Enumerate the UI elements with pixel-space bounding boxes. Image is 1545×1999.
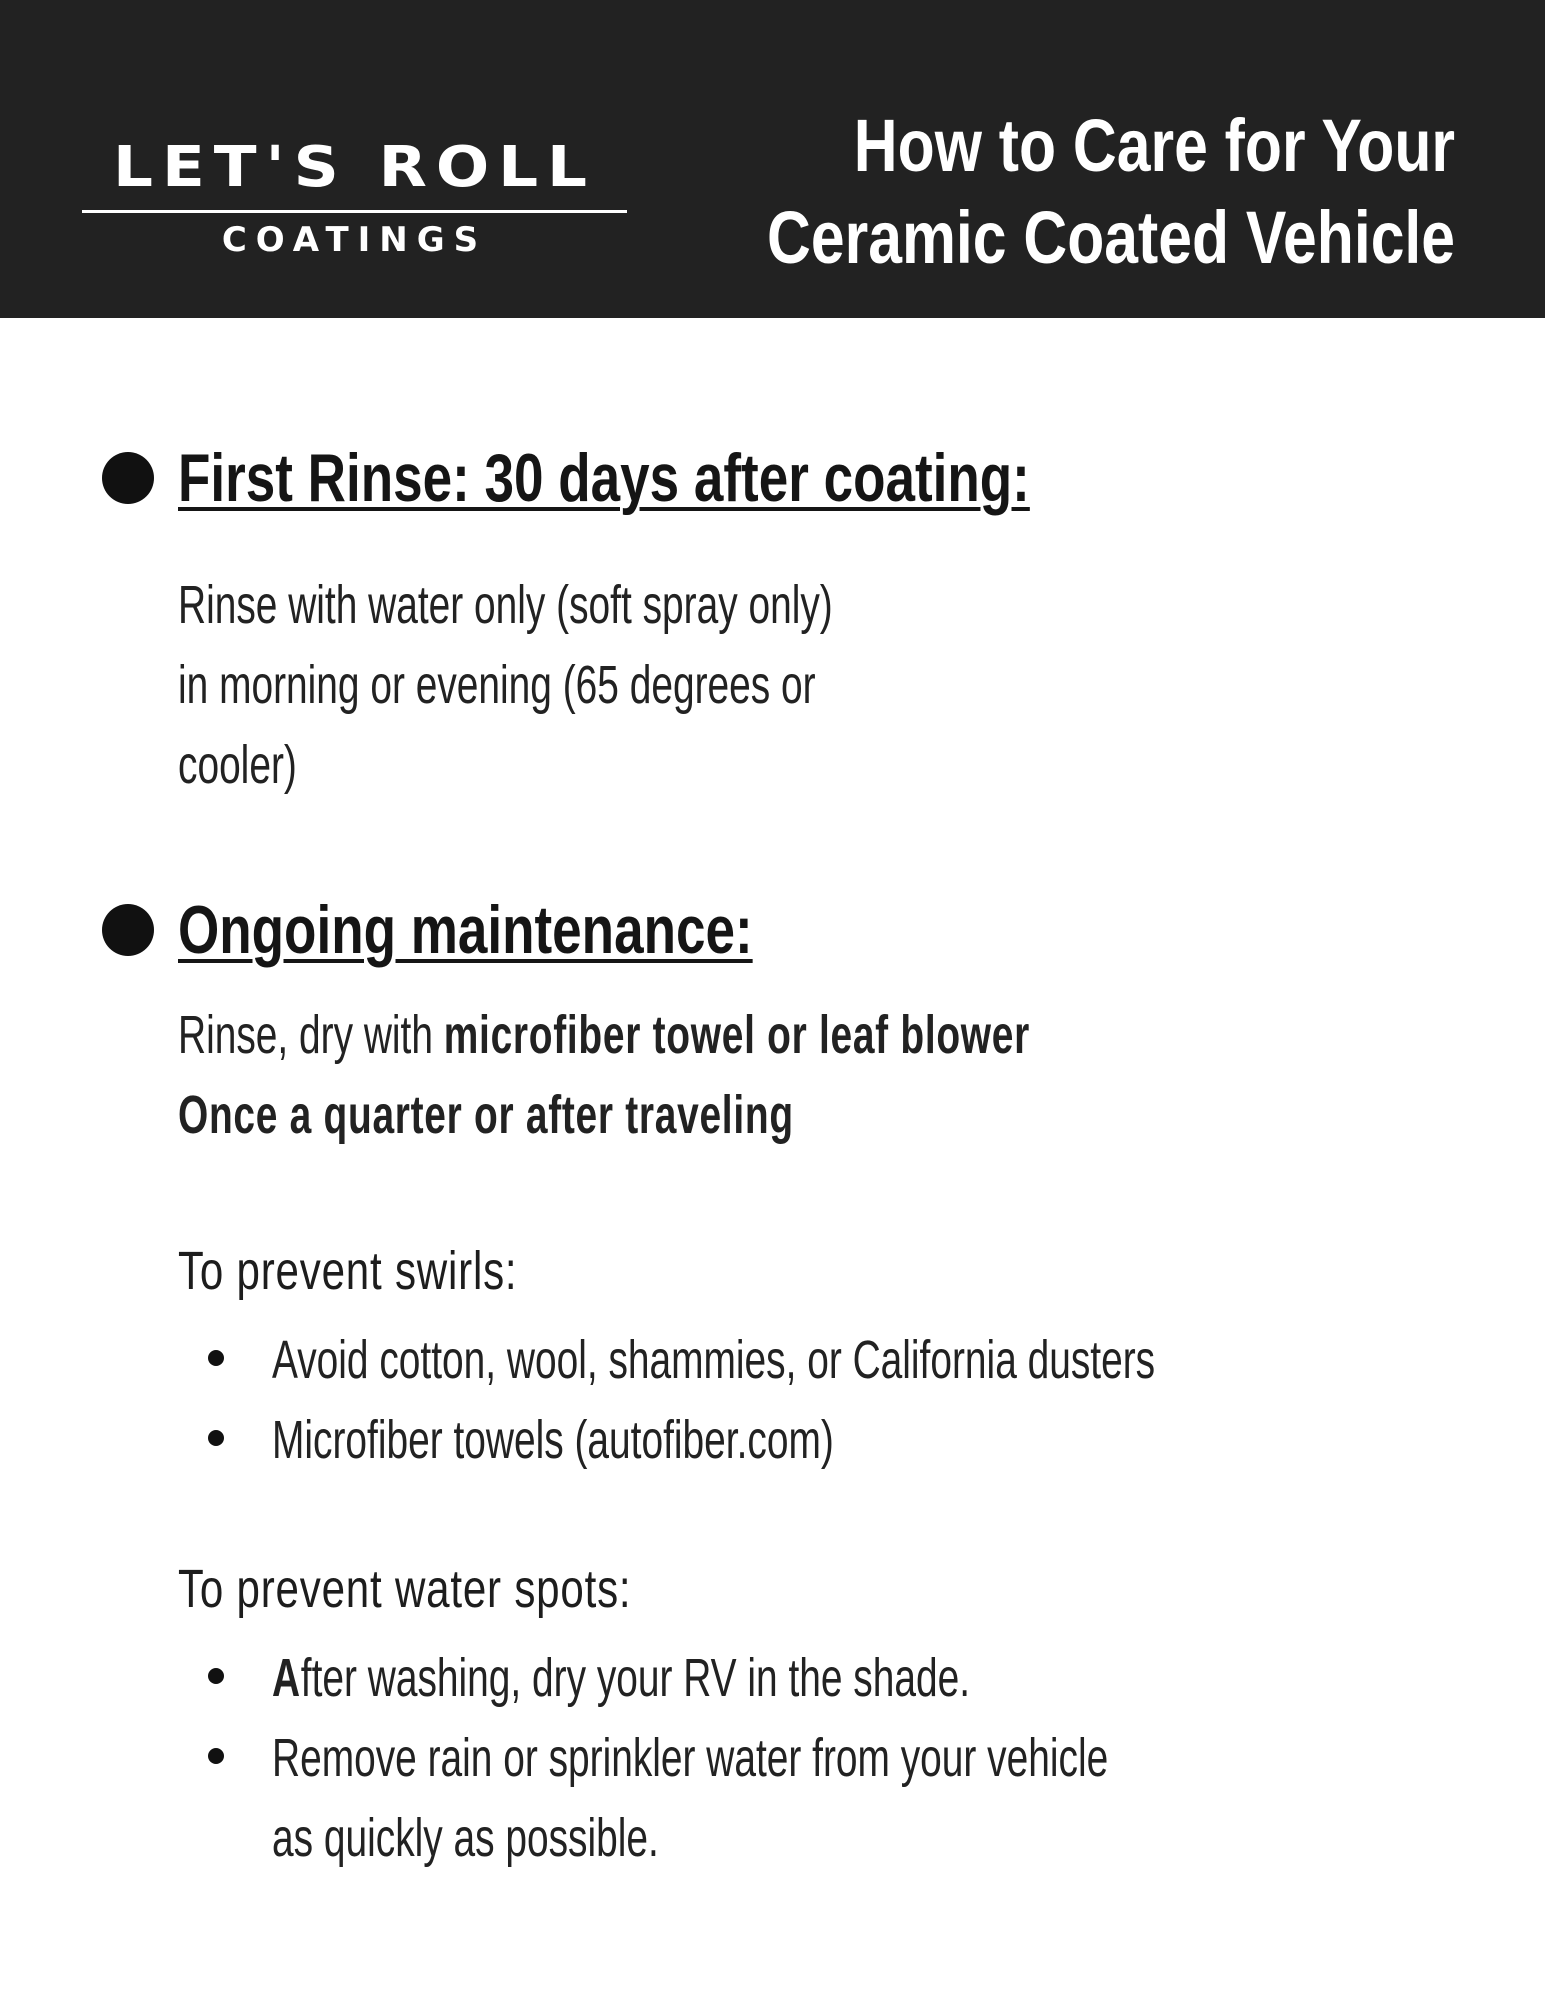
bullet-icon — [208, 1748, 224, 1764]
list-item-line: as quickly as possible. — [272, 1808, 659, 1868]
ongoing-line-1 — [178, 995, 1030, 1075]
list-item-text: Avoid cotton, wool, shammies, or California dusters — [272, 1330, 1156, 1390]
list-item-text — [272, 1638, 970, 1718]
header-band — [0, 0, 1545, 318]
ongoing-line-2: Once a quarter or after traveling — [178, 1085, 794, 1145]
first-rinse-title: First Rinse: 30 days after coating: — [178, 440, 1030, 516]
list-item-text — [272, 1718, 1108, 1878]
ongoing-line-1-regular: Rinse, dry with — [178, 1005, 444, 1065]
document-title — [767, 100, 1455, 284]
logo-divider — [82, 210, 627, 213]
first-rinse-line: cooler) — [178, 735, 297, 795]
bullet-icon — [208, 1350, 224, 1366]
bullet-icon — [208, 1668, 224, 1684]
ongoing-maintenance-paragraph — [178, 995, 1030, 1155]
logo — [82, 135, 627, 260]
swirls-heading: To prevent swirls: — [178, 1241, 518, 1301]
list-item-rest: fter washing, dry your RV in the shade. — [300, 1648, 971, 1708]
ongoing-line-1-bold: microfiber towel or leaf blower — [443, 1005, 1030, 1065]
document-title-line-1: How to Care for Your — [853, 104, 1455, 187]
water-spots-heading: To prevent water spots: — [178, 1559, 632, 1619]
list-item-line: Remove rain or sprinkler water from your vehicle — [272, 1728, 1109, 1788]
document-title-line-2: Ceramic Coated Vehicle — [766, 196, 1455, 279]
first-rinse-heading — [102, 440, 1270, 516]
first-rinse-line: in morning or evening (65 degrees or — [178, 655, 816, 715]
list-item-text: Microfiber towels (autofiber.com) — [272, 1410, 834, 1470]
list-item-first-letter: A — [272, 1648, 301, 1708]
logo-sub-text: COATINGS — [221, 220, 488, 260]
bullet-icon — [208, 1430, 224, 1446]
first-rinse-line: Rinse with water only (soft spray only) — [178, 575, 833, 635]
bullet-icon — [102, 904, 154, 956]
ongoing-maintenance-title: Ongoing maintenance: — [178, 892, 753, 968]
logo-main-text: LET'S ROLL — [113, 135, 596, 200]
bullet-icon — [102, 452, 154, 504]
ongoing-maintenance-heading — [102, 892, 915, 968]
first-rinse-paragraph — [178, 565, 833, 805]
